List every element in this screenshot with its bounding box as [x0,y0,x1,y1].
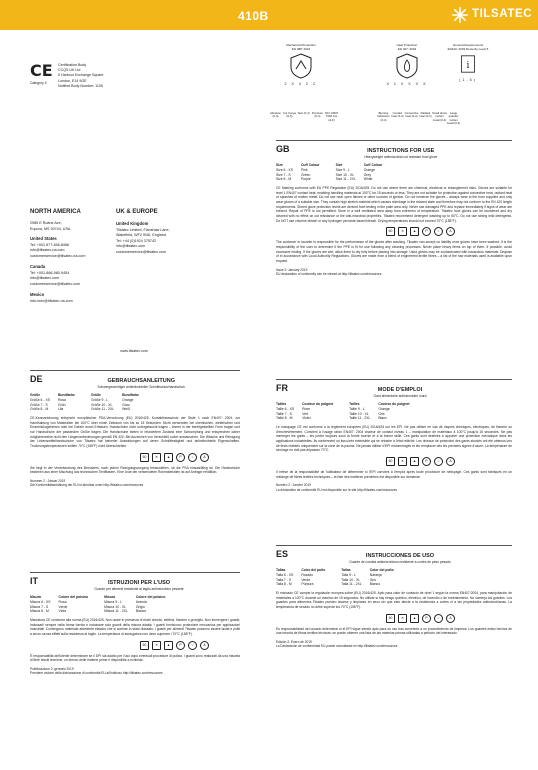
care-A-icon: A [446,457,455,466]
care-A-icon: A [446,227,455,236]
care-60-icon: 60 [386,614,395,623]
care-iron-icon: ▲ [410,614,419,623]
care-tumble-icon: ○ [434,614,443,623]
care-bleach-cross-icon: ✕ [398,614,407,623]
care-P-icon: P [422,614,431,623]
section-body: Marcatura CE conforme alla norma (EU) 2016/425. Non usare in presenza di rischi chimici, elettrici, fiamme o groviglio. Non immergere i guanti; indossarli sempre nella forma fornita e indossare solo guanti della misura adatta. I guanti forniscono protezione meccanica per applicazioni industriali. Contengono materiale altamente elastico che si contrae in stato rilassato. I guanti per alimenti Tilsatec possono essere lavati e puliti a secco senza effetti sulla resistenza al taglio. La temperatura di asciugatura non deve superare i 70°C (158°F). [30,617,240,636]
care-P-icon: P [422,227,431,236]
section-de [30,370,240,488]
care-60-icon: 60 [386,227,395,236]
metric-label: Large quantity molten metal (0-4) [446,111,461,126]
section-it [30,572,240,676]
care-tumble-icon: ○ [434,227,443,236]
section-subtitle: Guante de comida antimicrobiano resistente a cortes de peso pesado [349,560,451,565]
section-rule [30,572,240,573]
size-table-right: Size Cuff Colour Size 9 - L Orange Size 10 - XL Grey Size 11 - 2XL White [335,163,383,182]
care-bleach-cross-icon: ✕ [398,457,407,466]
section-doc-link: EU declaration of conformity can be viewed at http://tilsatec.com/resources [276,272,382,277]
metric-label: Puncture (0-4) [311,111,324,119]
size-table-left: Misura Colore del polsino Misura 6 - XS Rosa Misura 7 - S Verde Misura 8 - M Viola [30,595,89,614]
metric-label: Contact heat (0-4) [391,111,404,119]
care-icons [386,457,512,466]
general-pictogram: General Requirements EN420: 2003 Dexterity Level 5 i (1-5) [447,43,489,82]
care-tumble-icon: ○ [434,457,443,466]
care-icons [140,453,240,462]
section-gb [276,140,512,277]
size-table-left: Größe Bundfarbe Größe 6 - XS Rosa Größe 7 - S Grün Größe 8 - M Lila [30,393,75,412]
mechanical-pictogram: Mechanical Protection EN 388: 2016 2 X 4 2 C [284,43,318,86]
section-issue: Pubblicazione 2: gennaio 2019 [30,666,74,671]
section-language-code: IT [30,575,38,586]
care-P-icon: P [422,457,431,466]
metric-label: Tear (0-4) [297,111,310,115]
flame-shield-icon [396,53,418,79]
section-issue: Numéro 2 : Janvier 2019 [276,483,311,488]
care-tumble-icon: ○ [188,453,197,462]
care-A-icon: A [200,641,209,650]
section-rule [276,140,512,141]
size-table-right: Tallas Color del puño Talla 9 - L Naranja Talla 10 - XL Gris Talla 11 - 2XL Blanco [341,568,394,587]
metric-label: Convective heat (0-4) [404,111,419,119]
size-table-right: Tailles Couleur du poignet Taille 9 - L Orange Taille 10 - XL Gris Taille 11 - 2XL Blanc [349,402,410,421]
svg-text:i: i [466,61,470,72]
section-rule [276,545,512,546]
section-title: INSTRUCCIONES DE USO [365,552,435,559]
care-bleach-cross-icon: ✕ [398,227,407,236]
metric-label: Burning behaviour (0-4) [377,111,390,122]
section-language-code: GB [276,143,290,154]
metric-label: Abrasion (0-4) [269,111,282,119]
metric-label: Cut Coupe (0-5) [282,111,297,119]
section-issue: Nummer 2 : Januar 2019 [30,478,66,483]
contact-north-america: NORTH AMERICA 2985 E Roane Ave, Eupora, MS 39744, USA United States Tel: +001 877-466-8466 info@tilsatec-na.com customerservice@tilsatec-na.com Canada Tel: +001-866-980-9454 info@tilsatec.com customerservice@tilsatec.com Mexico info-mex@tilsatec-na.com [30,209,86,304]
section-subtitle: Schwergewichtiger antimikrobieller Schnittschutzhandschuh [97,385,185,390]
care-icons [140,641,240,650]
section-body-2: Sie liegt in der Verantwortung des Benutzers, nach jedem Reinigungsvorgang festzustellen, ob die PSA einsatzfähig ist. Die Handschuhe bestehen aus einer Mischung aus technischen Textilfasern. Eine Liste der verwendeten Rohmaterialien ist auf Anfrage erhältlich. [30,465,240,475]
section-doc-link: La Declaración de conformidad EU puede consultarse en http://tilsatec.com/resources [276,644,398,649]
care-iron-icon: ▲ [164,641,173,650]
book-info-icon [459,53,477,75]
section-title: INSTRUCTIONS FOR USE [367,147,435,154]
section-language-code: ES [276,548,289,559]
section-doc-link: Die Konformitätserklärung der EU ist abrufbar unter http://tilsatec.com/resources [30,483,144,488]
section-body-2: The customer or launder is responsible for the performance of the gloves after washing. Tilsatec can accept no liability once gloves have been washed. It is the responsibility of the user to determine if the PPE is fit for use following any cleaning processes. Never place heavy items on top of them. If possible, avoid excessive folding. If the gloves are wet, allow them to dry fully before placing into storage. Used gloves may be contaminated with hazardous materials. Dispose of in accordance with Local Authority Regulations. Gloves are made from a blend of engineered textile fibres – a list of the raw materials used is available upon request. [276,240,512,263]
section-issue: Issue 2: January 2019 [276,267,308,272]
tilsatec-logo-icon [452,7,468,23]
care-60-icon: 60 [140,641,149,650]
care-tumble-icon: ○ [188,641,197,650]
metric-label: Small drops molten metal (0-4) [432,111,447,122]
section-subtitle: Heavyweight antimicrobial cut resistant food glove [364,155,438,160]
care-iron-icon: ▲ [164,453,173,462]
size-table-left: Tallas Color del puño Talla 6 - XS Rosado Talla 7 - S Verde Talla 8 - M Púrpura [276,568,326,587]
care-icons [386,227,512,236]
product-code: 410B [238,9,269,23]
section-language-code: FR [276,382,288,393]
care-iron-icon: ▲ [410,457,419,466]
section-body: CE-Kennzeichnung entspricht europäischer PSA-Verordnung (EU) 2016/425. Kontaktheizschutz der Stufe 1 nach EN407: 2004, zur Handhabung von Materialien bei 100°C über einen Zeitraum von bis zu 15 Sekunden. Nicht verwenden bei chemischen, elektrischen und Einzelrisikogefahren oder bei Gefahr durch Erfassen. Handschuhe nicht untergetaucht tragen – immer in der bereitgestellten Form tragen und nur Handschuhe der passenden Größe tragen. Die Handschuhe bieten in relaxiertem Zustand eine Schrumpfung und entsprechen daher möglicherweise nicht den Längenanforderungen gemäß EN 420. Bei Anzeichen von Verschleiß sofort austauschen. Die Wäsche und Reinigung der Lebensmittelhandschuhe von Tilsatec hat keinerlei Auswirkungen auf deren Schnittfestigkeit und antimikrobielle Eigenschaften. Trocknungstemperaturen sollten 70°C (158°F) nicht überschreiten. [30,415,240,448]
website-link[interactable]: www.tilsatec.com [120,349,148,353]
section-doc-link: Prendere visione della dichiarazione di conformità EU all'indirizzo http://tilsatec.com/resources [30,671,163,676]
section-body: El marcado CE cumple la regulación europea sobre (EU) 2016/425. Apto para calor de contacto de nivel 1 según la norma EN407:2004, para manipulación de materiales a 100°C durante un máximo de 15 segundos. No utilizar si hay riesgo químico, eléctrico, de incendio o de enredamiento. No sumerja los guantes. Los guantes para alimentos Tilsatec pueden lavarse y limpiarse en seco sin que esto afecte a la resistencia a cortes ni a las propiedades antimicrobianas. La temperatura de secado no debe superar los 70°C (158°F). [276,590,512,609]
section-title: MODE D'EMPLOI [377,386,423,393]
size-table-left: Size Cuff Colour Size 6 - XS Pink Size 7 - S Green Size 8 - M Purple [276,163,320,182]
certification-body: Certification Body CCQS UK Ltd 5 Harbour Exchange Square London, E14 9GE Notified Body Number: 1105 [58,63,104,88]
care-A-icon: A [446,614,455,623]
size-table-left: Tailles Couleur du poignet Taille 6 - XS Rose Taille 7 - S Vert Taille 8 - M Violet [276,402,334,421]
section-rule [276,379,512,380]
care-P-icon: P [176,641,185,650]
care-iron-icon: ▲ [410,227,419,236]
section-body-2: Il relève de la responsabilité de l'utilisateur de déterminer si l'EPI convient à l'emploi après toute procédure de nettoyage. Ces gants sont fabriqués en un mélange de fibres textiles techniques – la liste des matières premières est disponible sur demande. [276,469,512,479]
section-title: ISTRUZIONI PER L'USO [107,579,171,586]
section-doc-link: La déclaration de conformité EU est disponible sur le site http://tilsatec.com/resources [276,487,398,492]
section-body: Le marquage CE est conforme à la règlement européen (EU) 2016/425 sur les EPI. Ne pas utiliser en cas de risques chimiques, électriques, de flamme ou d'enchevêtrement. Convient à l'usage selon EN407: 2004 chaleur de contact niveau 1 – manipulation de matériaux à 100°C jusqu'à 15 secondes. Ne pas immerger les gants – les porter toujours sous la forme fournie et à la bonne taille. Ces gants sont destinés à apporter une protection mécanique dans les applications industrielles. Ils contiennent un tissu très extensible qui se rétracte à l'état relâché. Les niveaux de protection des gants stockés ont été obtenus lors de tests réalisés uniquement sur la zone de la paume. Ne jamais utiliser d'EPI endommagés et les remplacer dès les premiers signes d'usure. La température de séchage ne doit pas dépasser 70°C. [276,424,512,453]
care-bleach-cross-icon: ✕ [152,641,161,650]
category-label: Category II [30,81,47,85]
section-body: CE Marking conforms with EU PPE Regulation (EU) 2016/425. Do not use where there are chemical, electrical or entanglement risks. Gloves are suitable for level 1 EN407 contact heat, enabling handling materials at 100°C for 15 seconds or less. They are not suitable for protection against convective heat, radiant heat or splashes of molten metal. Do not use near open flames or other sources of ignition. Do not immerse the gloves – always wear in the form supplied and only wear gloves of a suitable size. They contain high stretch material which causes shrinkage in the relaxed state and therefore may not conform to the EN 420 length requirements. Stored glove protection levels are derived from testing in the palm area only. Never use damaged PPE and replace immediately if signs of wear are evident. Repair of PPE is not permitted. Store in a well ventilated area away from extremes of temperature. Tilsatec food gloves can be laundered and dry cleaned with no effect on cut resistance or the anti-microbial properties. Tilsatec recommend detergent washing up to 60°C. Do not use strong mild detergents. Do NOT use chlorine bleach or any hydrogen peroxide based bleach. Drying temperatures should not exceed 70°C (158°F). [276,185,512,223]
care-bleach-cross-icon: ✕ [152,453,161,462]
size-table-right: Misura Colore del polsino Misura 9 - L Arancio Misura 10 - XL Grigio Misura 11 - 2XL Bianco [104,595,166,614]
section-subtitle: Guanto per alimenti resistente al taglio antimicrobico pesante [94,587,184,592]
section-language-code: DE [30,373,43,384]
contact-uk-europe: UK & EUROPE United Kingdom Tilsatec Limited, Flanshaw Lane, Wakefield, WF2 9ND, England Tel: +44 (0)1924 375742 info@tilsatec.com customerservice@tilsatec.com [116,209,170,254]
care-60-icon: 60 [140,453,149,462]
ce-mark: CE [30,61,53,80]
care-icons [386,614,512,623]
section-title: GEBRAUCHSANLEITUNG [107,377,176,384]
heat-pictogram: Heat Protection EN 407: 2004 X 1 X X X X [386,43,428,86]
certification-block [30,63,200,86]
section-body-2: Es responsabilidad del usuario determinar si el EPI sigue siendo apto para su uso tras someterlo a un procedimiento de limpieza. Los guantes están hechos de una mezcla de fibras textiles técnicas; se puede obtener una lista de las materias primas utilizadas a petición del interesado. [276,626,512,636]
brand-logo [452,7,532,23]
mechanical-shield-icon [290,53,312,79]
care-A-icon: A [200,453,209,462]
size-table-right: Größe Bundfarbe Größe 9 - L Orange Größe 10 - XL Grau Größe 11 - 2XL Weiß [90,393,140,412]
section-issue: Edición 2: Enero de 2019 [276,639,312,644]
metric-label: ISO 13997 TDM Cut (A-F) [324,111,339,122]
brand-name: TILSATEC [472,8,533,21]
section-es [276,545,512,649]
section-subtitle: Gant alimentaire antimicrobien lourd [373,394,427,399]
care-60-icon: 60 [386,457,395,466]
care-P-icon: P [176,453,185,462]
section-fr [276,379,512,492]
section-body-2: È responsabilità dell'utente determinare se il DPI sia adatto per l'uso dopo eventuali procedure di pulizia. I guanti sono realizzati da una miscela di fibre tessili tecniche; un elenco delle materie prime è disponibile a richiesta. [30,653,240,663]
section-rule [30,370,240,371]
metric-label: Radiant heat (0-4) [419,111,432,119]
